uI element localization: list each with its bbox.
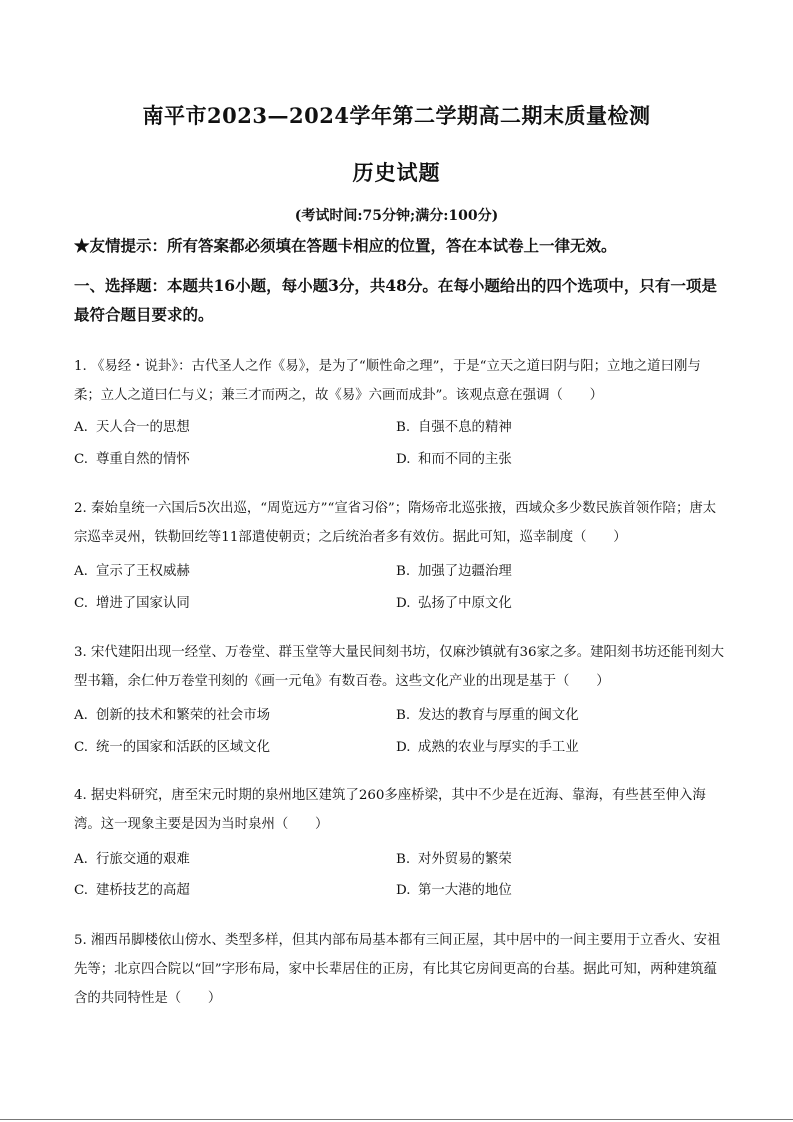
option-d (396, 592, 512, 611)
option-a (74, 848, 190, 867)
option-d (396, 448, 512, 467)
option-letter: D. (396, 740, 411, 755)
exam-title: 南平市2023—2024学年第二学期高二期末质量检测 (142, 103, 651, 128)
option-text: 成熟的农业与厚实的手工业 (418, 740, 579, 755)
option-b (396, 704, 579, 723)
option-a (74, 560, 190, 579)
option-letter: C. (74, 452, 89, 467)
option-a (74, 704, 270, 723)
option-text: 宣示了王权威赫 (96, 564, 190, 579)
option-text: 自强不息的精神 (418, 420, 512, 435)
option-letter: B. (396, 420, 411, 435)
option-letter: A. (74, 420, 88, 435)
option-text: 和而不同的主张 (418, 452, 512, 467)
question-2-stem: 2. 秦始皇统一六国后5次出巡，“周览远方”“宣省习俗”；隋炀帝北巡张掖，西域众多少数民族首领作陪；唐太宗巡幸灵州，铁勒回纥等11部遣使朝贡；之后统治者多有效仿。据此可知，巡幸制度（ ） (74, 501, 717, 545)
option-text: 尊重自然的情怀 (96, 452, 190, 467)
option-c (74, 879, 190, 898)
option-text: 发达的教育与厚重的闽文化 (418, 708, 579, 723)
option-text: 建桥技艺的高超 (96, 883, 190, 898)
option-letter: A. (74, 708, 88, 723)
option-c (74, 592, 190, 611)
option-b (396, 416, 512, 435)
option-text: 创新的技术和繁荣的社会市场 (96, 708, 271, 723)
option-a (74, 416, 190, 435)
option-text: 行旅交通的艰难 (96, 852, 190, 867)
option-letter: B. (396, 564, 411, 579)
option-b (396, 560, 512, 579)
option-letter: A. (74, 564, 88, 579)
question-5-stem: 5. 湘西吊脚楼依山傍水、类型多样，但其内部布局基本都有三间正屋，其中居中的一间主要用于立香火、安祖先等；北京四合院以“回”字形布局，家中长辈居住的正房，有比其它房间更高的台基。据此可知，两种建筑蕴含的共同特性是（ ） (74, 933, 721, 1006)
option-b (396, 848, 512, 867)
option-letter: D. (396, 452, 411, 467)
option-letter: D. (396, 883, 411, 898)
option-d (396, 736, 579, 755)
option-c (74, 448, 190, 467)
exam-subtitle: 历史试题 (352, 160, 441, 185)
option-text: 弘扬了中原文化 (418, 596, 512, 611)
option-c (74, 736, 270, 755)
option-letter: C. (74, 596, 89, 611)
option-letter: C. (74, 883, 89, 898)
option-letter: C. (74, 740, 89, 755)
option-letter: D. (396, 596, 411, 611)
friendly-tip: ★友情提示：所有答案都必须填在答题卡相应的位置，答在本试卷上一律无效。 (74, 236, 617, 255)
option-letter: B. (396, 708, 411, 723)
option-text: 对外贸易的繁荣 (418, 852, 512, 867)
exam-info: (考试时间:75分钟;满分:100分) (294, 208, 499, 224)
question-3-stem: 3. 宋代建阳出现一经堂、万卷堂、群玉堂等大量民间刻书坊，仅麻沙镇就有36家之多。建阳刻书坊还能刊刻大型书籍，余仁仲万卷堂刊刻的《画一元龟》有数百卷。这些文化产业的出现是基于（ ） (74, 645, 725, 689)
option-letter: A. (74, 852, 88, 867)
option-letter: B. (396, 852, 411, 867)
question-1-stem: 1. 《易经・说卦》：古代圣人之作《易》，是为了“顺性命之理”，于是“立天之道曰阴与阳；立地之道曰刚与柔；立人之道曰仁与义；兼三才而两之，故《易》六画而成卦”。该观点意在强调（ ） (74, 359, 701, 403)
option-text: 统一的国家和活跃的区域文化 (96, 740, 271, 755)
option-text: 加强了边疆治理 (418, 564, 512, 579)
option-text: 增进了国家认同 (96, 596, 190, 611)
question-4-stem: 4. 据史料研究，唐至宋元时期的泉州地区建筑了260多座桥梁，其中不少是在近海、靠海，有些甚至伸入海湾。这一现象主要是因为当时泉州（ ） (74, 788, 706, 832)
page-bottom-divider (0, 1119, 793, 1120)
section-heading: 一、选择题：本题共16小题，每小题3分，共48分。在每小题给出的四个选项中，只有一项是最符合题目要求的。 (74, 276, 717, 324)
option-text: 天人合一的思想 (96, 420, 190, 435)
option-d (396, 879, 512, 898)
option-text: 第一大港的地位 (418, 883, 512, 898)
